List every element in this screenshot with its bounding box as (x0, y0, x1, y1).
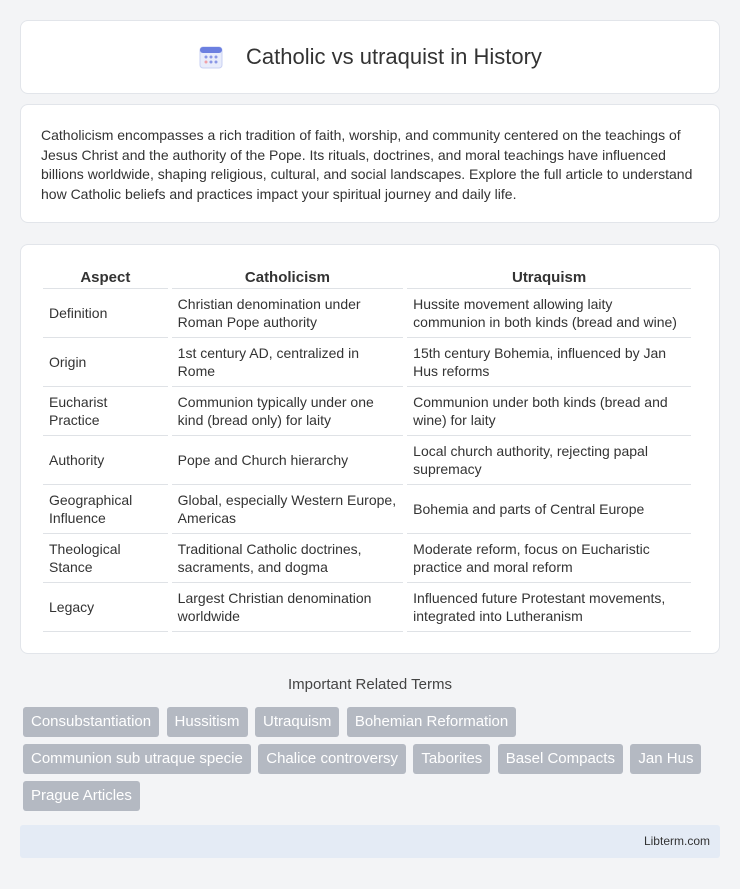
table-cell: Moderate reform, focus on Eucharistic practice and moral reform (407, 534, 691, 583)
tag-consubstantiation[interactable]: Consubstantiation (23, 707, 159, 737)
table-cell: Communion typically under one kind (bread only) for laity (172, 387, 403, 436)
header-utraquism: Utraquism (407, 267, 691, 289)
comparison-card (20, 244, 720, 654)
tag-jan-hus[interactable]: Jan Hus (630, 744, 701, 774)
tag-bohemian-reformation[interactable]: Bohemian Reformation (347, 707, 516, 737)
table-cell: Christian denomination under Roman Pope authority (172, 289, 403, 338)
header-card (20, 20, 720, 94)
table-header-row (43, 267, 691, 289)
table-cell: Pope and Church hierarchy (172, 436, 403, 485)
table-row (43, 436, 691, 485)
table-cell: Theological Stance (43, 534, 168, 583)
table-row (43, 289, 691, 338)
tag-prague-articles[interactable]: Prague Articles (23, 781, 140, 811)
footer-link[interactable]: Libterm.com (643, 834, 710, 848)
related-terms-list (23, 707, 723, 818)
table-cell: Largest Christian denomination worldwide (172, 583, 403, 632)
tag-utraquism[interactable]: Utraquism (255, 707, 339, 737)
table-row (43, 338, 691, 387)
tag-taborites[interactable]: Taborites (413, 744, 490, 774)
related-terms-title: Important Related Terms (288, 676, 452, 693)
tag-basel-compacts[interactable]: Basel Compacts (498, 744, 623, 774)
footer (20, 825, 720, 858)
intro-text: Catholicism encompasses a rich tradition of faith, worship, and community centered on the teachings of Jesus Christ and the authority of the Pope. Its rituals, doctrines, and moral teachings have influenced billions worldwide, shaping religious, cultural, and social landscapes. Explore the full article to understand how Catholic beliefs and practices impact your spiritual journey and daily life. (41, 127, 693, 202)
comparison-table (39, 267, 695, 632)
table-cell: Communion under both kinds (bread and wine) for laity (407, 387, 691, 436)
table-cell: 15th century Bohemia, influenced by Jan Hus reforms (407, 338, 691, 387)
table-cell: Authority (43, 436, 168, 485)
table-cell: Legacy (43, 583, 168, 632)
tag-hussitism[interactable]: Hussitism (167, 707, 248, 737)
intro-card (20, 104, 720, 223)
table-cell: 1st century AD, centralized in Rome (172, 338, 403, 387)
header-catholicism: Catholicism (172, 267, 403, 289)
table-row (43, 534, 691, 583)
table-cell: Influenced future Protestant movements, integrated into Lutheranism (407, 583, 691, 632)
table-cell: Eucharist Practice (43, 387, 168, 436)
table-cell: Origin (43, 338, 168, 387)
tag-chalice-controversy[interactable]: Chalice controversy (258, 744, 406, 774)
table-cell: Definition (43, 289, 168, 338)
table-row (43, 387, 691, 436)
table-cell: Traditional Catholic doctrines, sacraments, and dogma (172, 534, 403, 583)
table-cell: Geographical Influence (43, 485, 168, 534)
table-cell: Local church authority, rejecting papal supremacy (407, 436, 691, 485)
header-aspect: Aspect (43, 267, 168, 289)
tag-communion-sub-utraque-specie[interactable]: Communion sub utraque specie (23, 744, 251, 774)
table-row (43, 583, 691, 632)
table-cell: Hussite movement allowing laity communion in both kinds (bread and wine) (407, 289, 691, 338)
table-cell: Global, especially Western Europe, Americas (172, 485, 403, 534)
calendar-icon (198, 44, 224, 70)
page-title: Catholic vs utraquist in History (246, 44, 542, 69)
table-cell: Bohemia and parts of Central Europe (407, 485, 691, 534)
table-row (43, 485, 691, 534)
